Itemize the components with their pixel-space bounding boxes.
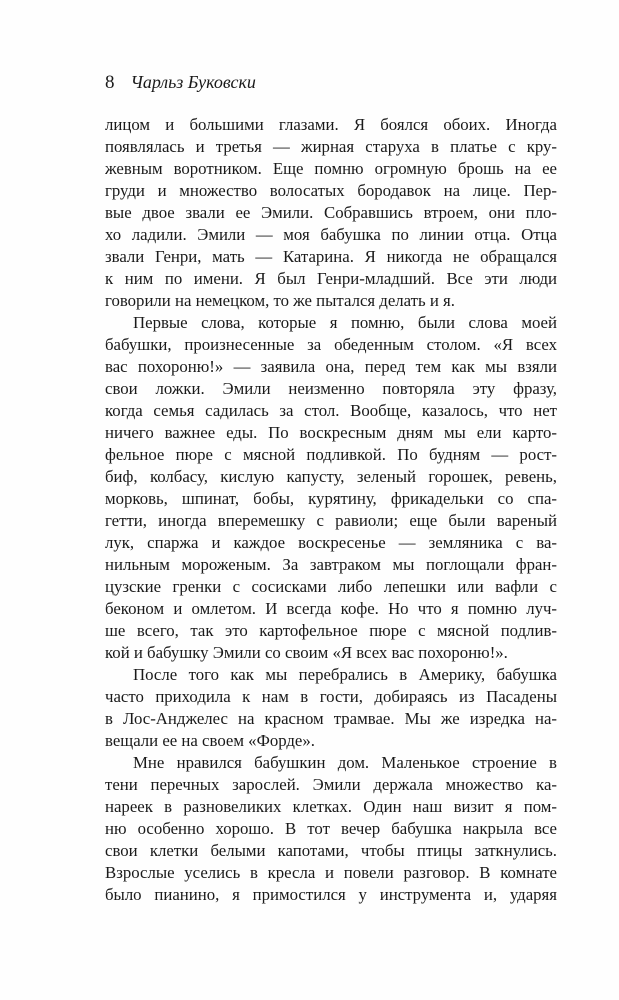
text-line: жевным воротником. Еще помню огромную брошь на ее <box>105 159 557 178</box>
text-line: тени перечных зарослей. Эмили держала множество ка- <box>105 775 557 794</box>
text-line: лук, спаржа и каждое воскресенье — земляника с ва- <box>105 533 557 552</box>
text-line: хо ладили. Эмили — моя бабушка по линии отца. Отца <box>105 225 557 244</box>
text-line: часто приходила к нам в гости, добираясь из Пасадены <box>105 687 557 706</box>
text-line: Мне нравился бабушкин дом. Маленькое строение в <box>133 753 557 772</box>
text-line: свои клетки белыми капотами, чтобы птицы заткнулись. <box>105 841 557 860</box>
text-line: появлялась и третья — жирная старуха в платье с кру- <box>105 137 557 156</box>
text-line: к ним по имени. Я был Генри-младший. Все эти люди <box>105 269 557 288</box>
running-title: Чарльз Буковски <box>130 72 256 92</box>
text-line: звали Генри, мать — Катарина. Я никогда не обращался <box>105 247 557 266</box>
text-line: в Лос-Анджелес на красном трамвае. Мы же изредка на- <box>105 709 557 728</box>
text-line: цузские гренки с сосисками либо лепешки или вафли с <box>105 577 557 596</box>
text-line: вещали ее на своем «Форде». <box>105 731 315 750</box>
page-body <box>105 114 557 906</box>
text-line: фельное пюре с мясной подливкой. По будням — рост- <box>105 445 557 464</box>
text-line: кой и бабушку Эмили со своим «Я всех вас похороню!». <box>105 643 508 662</box>
text-line: когда семья садилась за стол. Вообще, казалось, что нет <box>105 401 557 420</box>
text-line: бабушки, произнесенные за обеденным столом. «Я всех <box>105 335 557 354</box>
text-line: говорили на немецком, то же пытался делать и я. <box>105 291 455 310</box>
text-line: вас похороню!» — заявила она, перед тем как мы взяли <box>105 357 557 376</box>
text-line: биф, колбасу, кислую капусту, зеленый горошек, ревень, <box>105 467 557 486</box>
text-line: нильным мороженым. За завтраком мы поглощали фран- <box>105 555 557 574</box>
text-line: вые двое звали ее Эмили. Собравшись втроем, они пло- <box>105 203 557 222</box>
text-line: Первые слова, которые я помню, были слова моей <box>133 313 557 332</box>
text-line: лицом и большими глазами. Я боялся обоих. Иногда <box>105 115 557 134</box>
page-header <box>105 71 557 93</box>
text-line: После того как мы перебрались в Америку, бабушка <box>133 665 557 684</box>
text-line: было пианино, я примостился у инструмента и, ударяя <box>105 885 557 904</box>
text-line: Взрослые уселись в кресла и повели разговор. В комнате <box>105 863 557 882</box>
text-line: беконом и омлетом. И всегда кофе. Но что я помню луч- <box>105 599 557 618</box>
page-number: 8 <box>105 72 115 93</box>
text-line: ше всего, так это картофельное пюре с мясной подлив- <box>105 621 557 640</box>
text-line: гетти, иногда вперемешку с равиоли; еще были вареный <box>105 511 557 530</box>
text-line: морковь, шпинат, бобы, курятину, фрикадельки со спа- <box>105 489 557 508</box>
text-line: ничего важнее еды. По воскресным дням мы ели карто- <box>105 423 557 442</box>
text-line: нареек в разновеликих клетках. Один наш визит я пом- <box>105 797 557 816</box>
text-line: груди и множество волосатых бородавок на лице. Пер- <box>105 181 557 200</box>
text-line: ню особенно хорошо. В тот вечер бабушка накрыла все <box>105 819 557 838</box>
text-line: свои ложки. Эмили неизменно повторяла эту фразу, <box>105 379 557 398</box>
